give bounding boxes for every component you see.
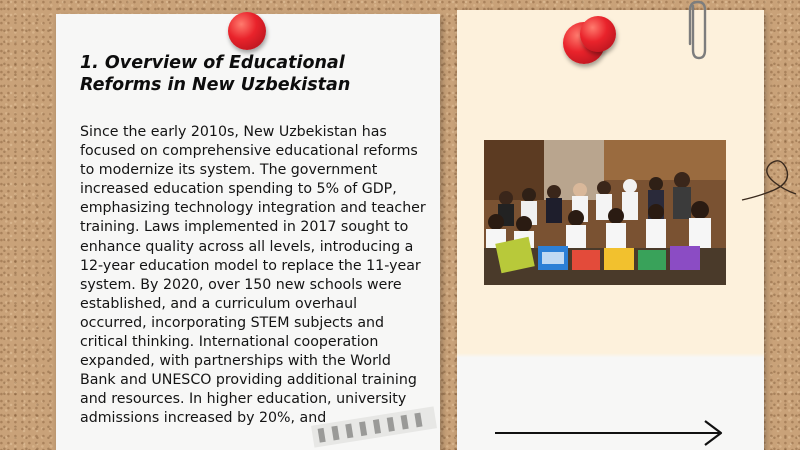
paper-clip-icon — [685, 0, 711, 64]
slide-body-text: Since the early 2010s, New Uzbekistan has focused on comprehensive educational reforms to modernize its system. The government increased education spending to 5% of GDP, emphasizing technology integration and teacher training. Laws implemented in 2017 sought to enhance quality across all levels, introducing a 12-year education model to replace the 11-year system. By 2020, over 150 new schools were established, and a curriculum overhaul occurred, incorporating STEM subjects and critical thinking. International cooperation expanded, with partnerships with the World Bank and UNESCO providing additional training and resources. In higher education, university admissions increased by 20%, and — [80, 124, 426, 427]
students-classroom-photo — [484, 140, 726, 285]
washi-tape-decoration — [308, 404, 440, 450]
text-note-card — [56, 14, 440, 450]
slide-title: 1. Overview of Educational Reforms in New Uzbekistan — [80, 53, 351, 95]
push-pin-icon — [228, 12, 266, 50]
arrow-right-icon — [493, 418, 725, 448]
push-pin-icon — [580, 16, 616, 52]
loop-doodle-icon — [740, 150, 798, 210]
